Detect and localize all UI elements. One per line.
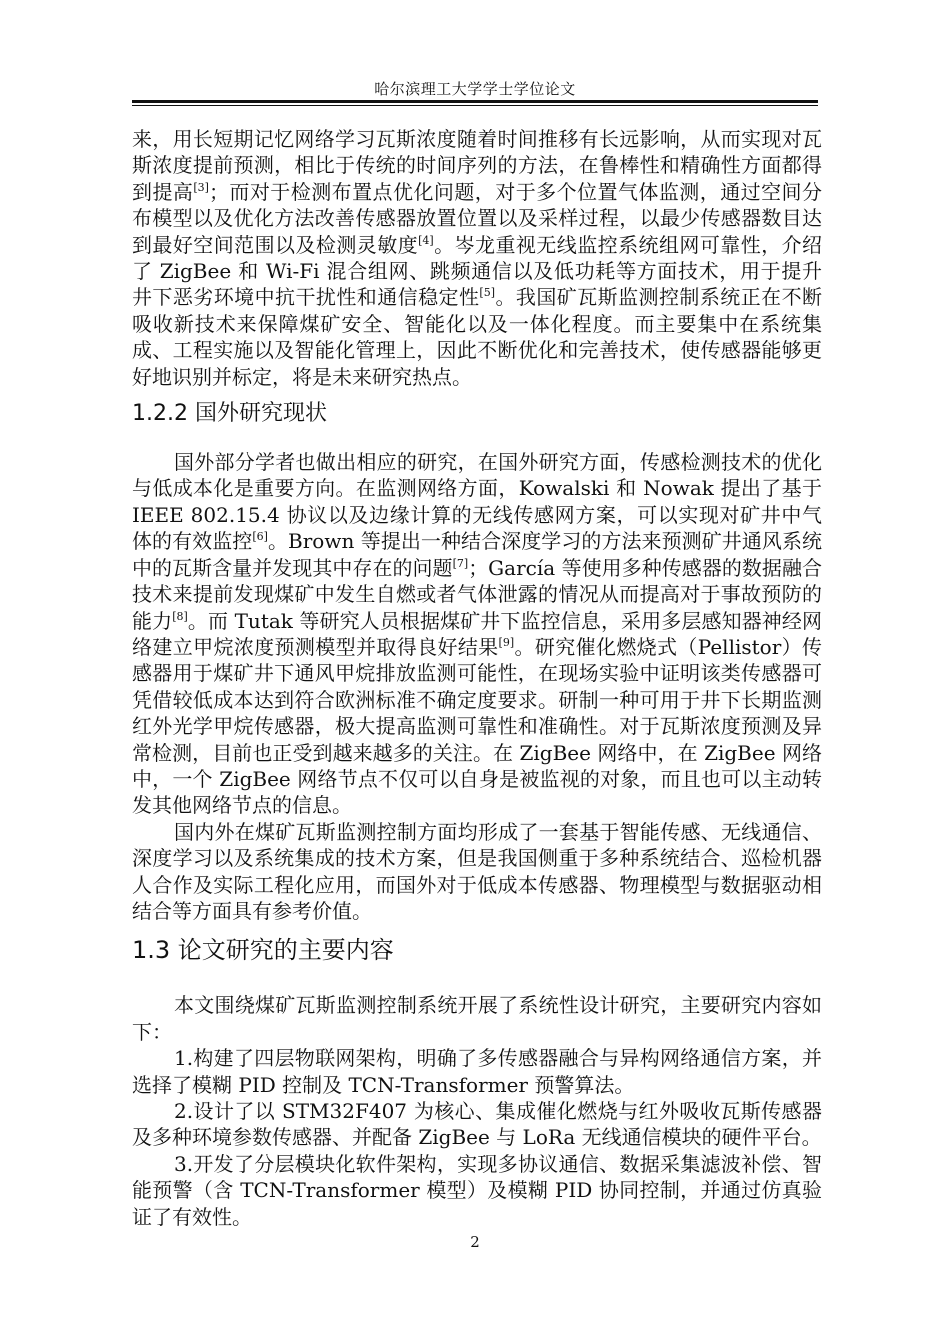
citation: [5] [479, 286, 496, 300]
list-item-1: 1.构建了四层物联网架构，明确了多传感器融合与异构网络通信方案，并选择了模糊 PID 控制及 TCN-Transformer 预警算法。 [132, 1046, 822, 1097]
citation: [9] [498, 635, 515, 649]
list-item-3: 3.开发了分层模块化软件架构，实现多协议通信、数据采集滤波补偿、智能预警（含 TCN-Transformer 模型）及模糊 PID 协同控制，并通过仿真验证了有效性。 [132, 1151, 822, 1229]
paragraph-summary: 国内外在煤矿瓦斯监测控制方面均形成了一套基于智能传感、无线通信、深度学习以及系统集成的技术方案，但是我国侧重于多种系统结合、巡检机器人合作及实际工程化应用，而国外对于低成本传感器、物理模型与数据驱动相结合等方面具有参考价值。 [132, 819, 822, 923]
citation: [3] [193, 180, 209, 194]
page-number: 2 [470, 1233, 480, 1251]
paragraph-foreign-research: 国外部分学者也做出相应的研究，在国外研究方面，传感检测技术的优化与低成本化是重要方向。在监测网络方面，Kowalski 和 Nowak 提出了基于 IEEE 802.15.4 协议以及边缘计算的无线传感网方案，可以实现对矿井中气体的有效监控[6]。Brown 等提出一种结合深度学习的方法来预测矿井通风系统中的瓦斯含量并发现其中存在的问题[7]；García 等使用多种传感器的数据融合技术来提前发现煤矿中发生自燃或者气体泄露的情况从而提高对于事故预防的能力[8]。而 Tutak 等研究人员根据煤矿井下监控信息，采用多层感知器神经网络建立甲烷浓度预测模型并取得良好结果[9]。研究催化燃烧式（Pellistor）传感器用于煤矿井下通风甲烷排放监测可能性，在现场实验中证明该类传感器可凭借较低成本达到符合欧洲标准不确定度要求。研制一种可用于井下长期监测红外光学甲烷传感器，极大提高监测可靠性和准确性。对于瓦斯浓度预测及异常检测，目前也正受到越来越多的关注。在 ZigBee 网络中，在 ZigBee 网络中，一个 ZigBee 网络节点不仅可以自身是被监视的对象，而且也可以主动转发其他网络节点的信息。 [132, 450, 823, 818]
paragraph-continued: 来，用长短期记忆网络学习瓦斯浓度随着时间推移有长远影响，从而实现对瓦斯浓度提前预测，相比于传统的时间序列的方法，在鲁棒性和精确性方面都得到提高[3]；而对于检测布置点优化问题，对于多个位置气体监测，通过空间分布模型以及优化方法改善传感器放置位置以及采样过程，以最少传感器数目达到最好空间范围以及检测灵敏度[4]。岑龙重视无线监控系统组网可靠性，介绍了 ZigBee 和 Wi-Fi 混合组网、跳频通信以及低功耗等方面技术，用于提升井下恶劣环境中抗干扰性和通信稳定性[5]。我国矿瓦斯监测控制系统正在不断吸收新技术来保障煤矿安全、智能化以及一体化程度。而主要集中在系统集成、工程实施以及智能化管理上，因此不断优化和完善技术，使传感器能够更好地识别并标定，将是未来研究热点。 [132, 127, 823, 389]
header-rule [132, 100, 818, 103]
section-heading-1-3: 1.3 论文研究的主要内容 [132, 936, 394, 965]
paragraph-intro: 本文围绕煤矿瓦斯监测控制系统开展了系统性设计研究，主要研究内容如下： [132, 993, 822, 1044]
section-heading-1-2-2: 1.2.2 国外研究现状 [132, 401, 327, 427]
citation: [4] [418, 233, 434, 247]
running-header: 哈尔滨理工大学学士学位论文 [374, 80, 576, 98]
body-text [132, 126, 822, 1230]
header-rule-thin [132, 105, 818, 106]
citation: [7] [452, 556, 469, 570]
list-item-2: 2.设计了以 STM32F407 为核心、集成催化燃烧与红外吸收瓦斯传感器及多种环境参数传感器、并配备 ZigBee 与 LoRa 无线通信模块的硬件平台。 [132, 1099, 822, 1150]
citation: [6] [252, 530, 268, 544]
citation: [8] [172, 609, 188, 623]
